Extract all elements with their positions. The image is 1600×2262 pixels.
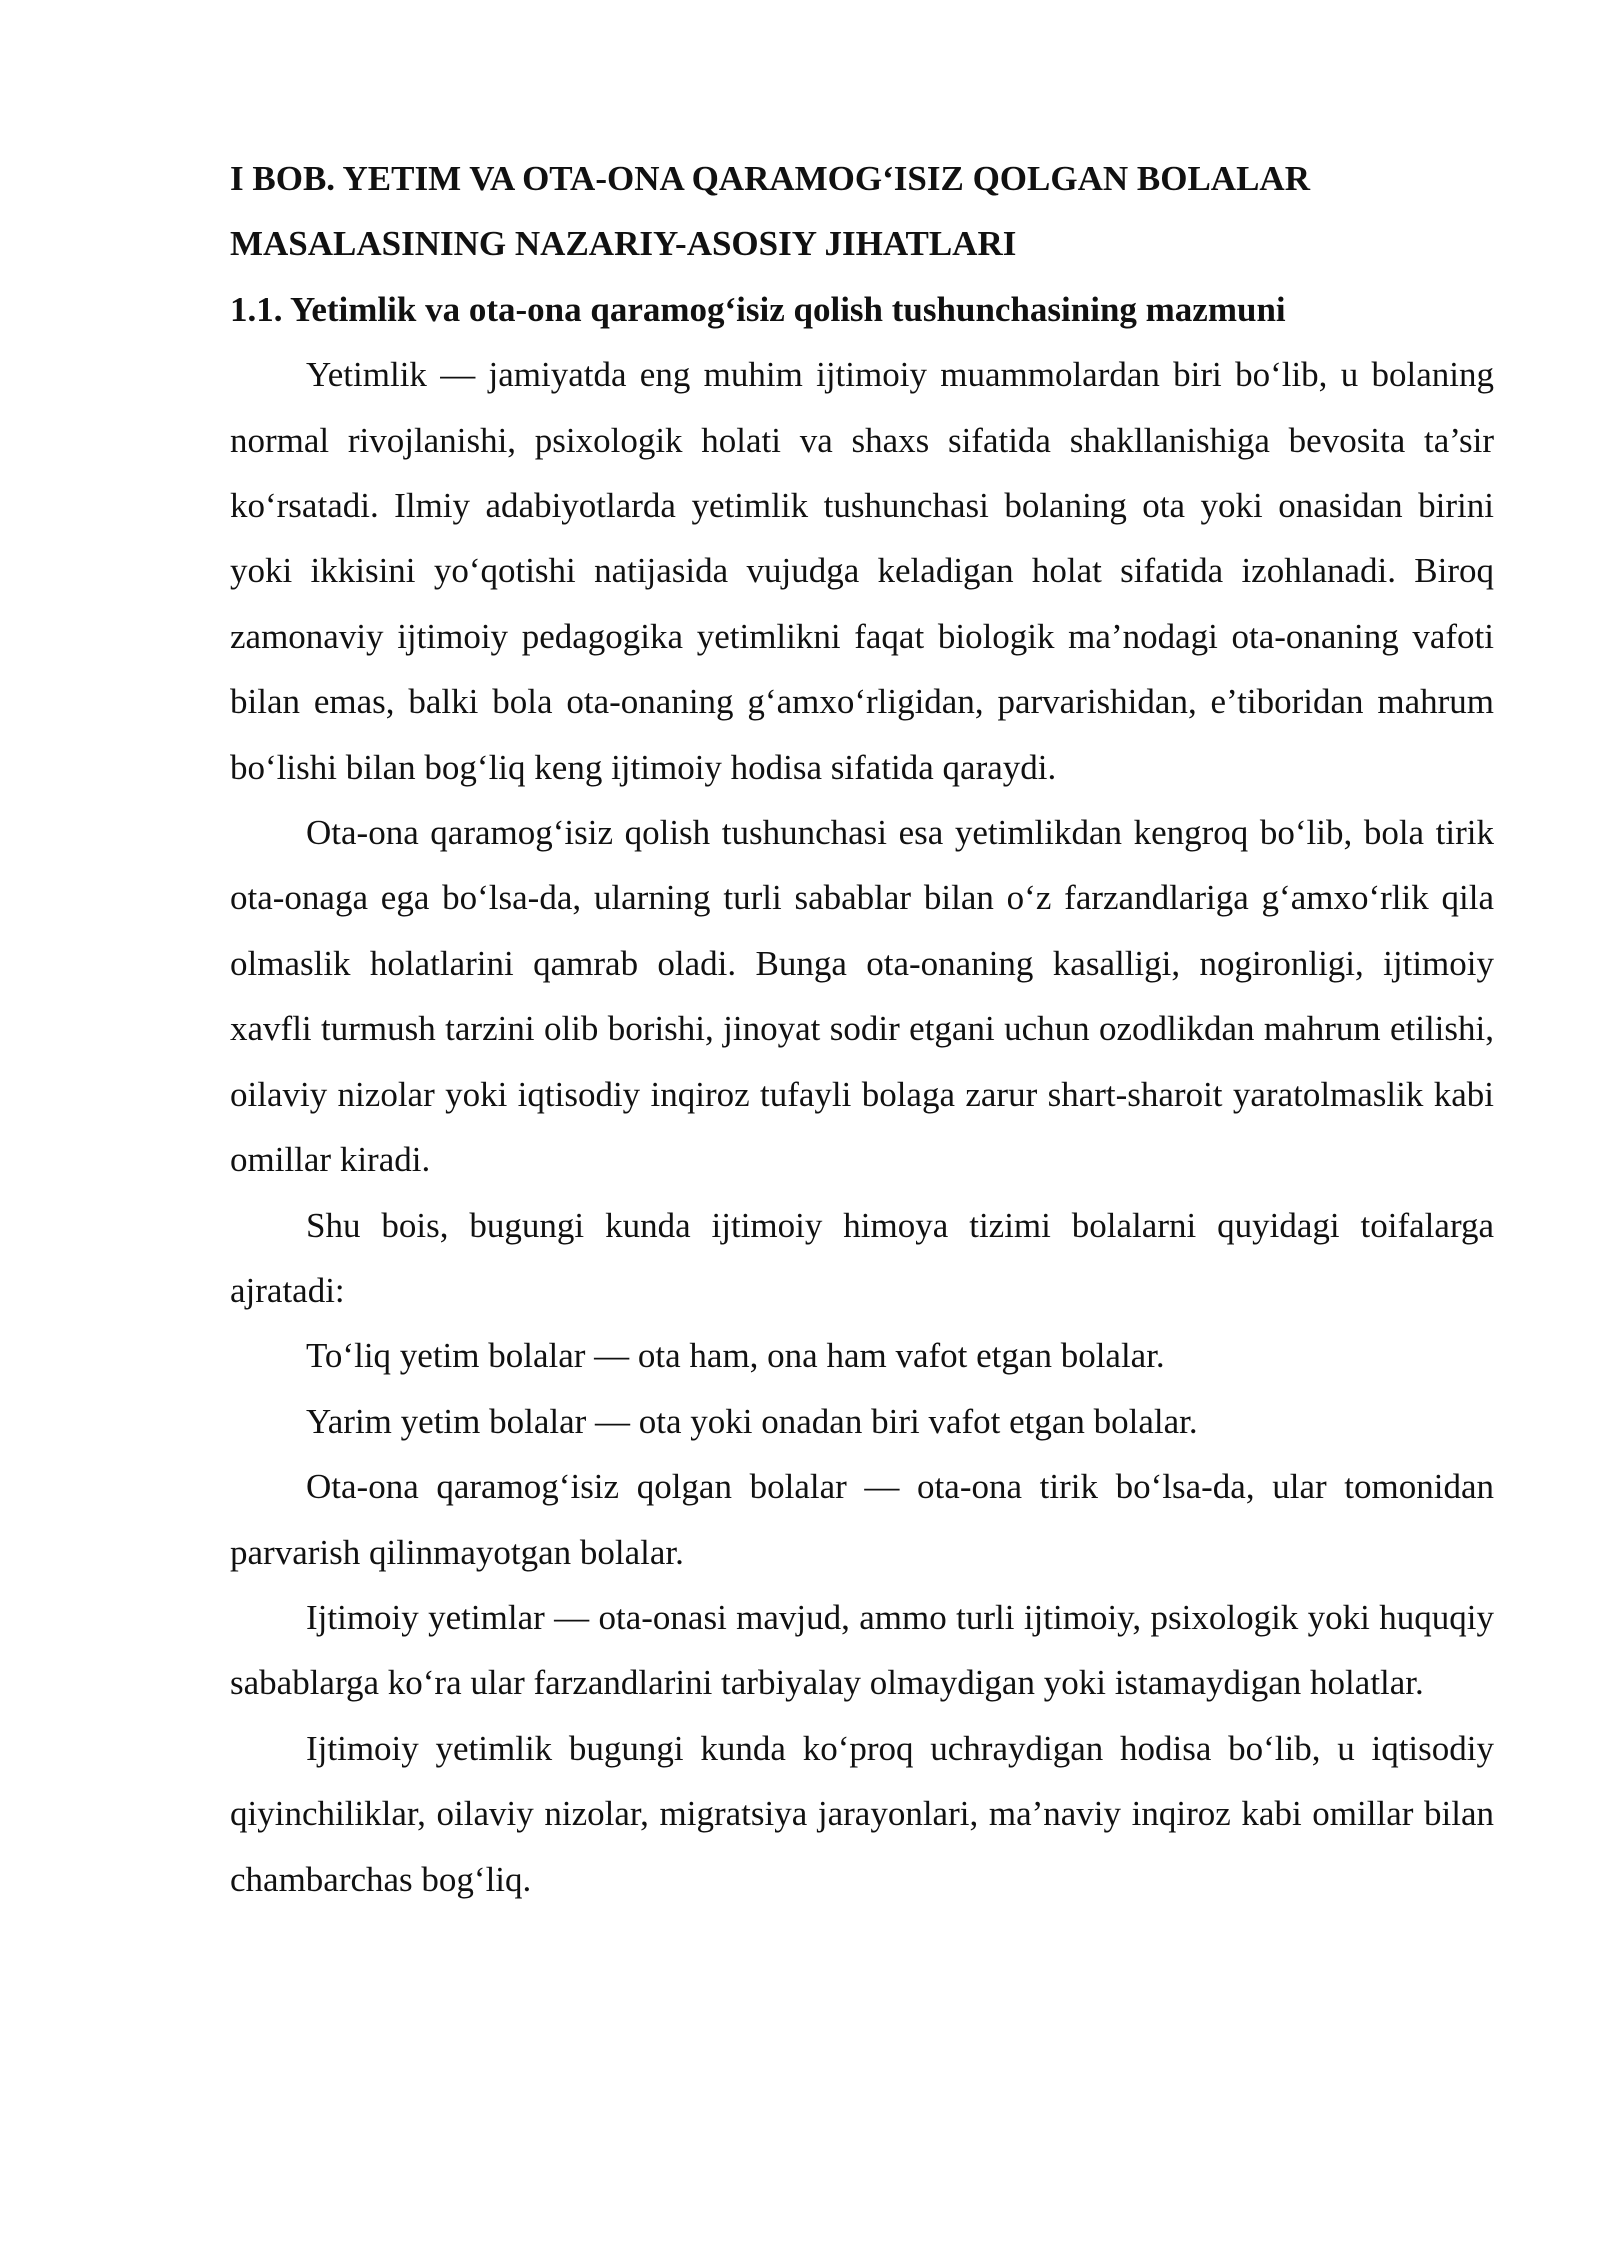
paragraph-orphanhood-definition: Yetimlik — jamiyatda eng muhim ijtimoiy muammolardan biri bo‘lib, u bolaning normal rivojlanishi, psixologik holati va shaxs sifatida shakllanishiga bevosita ta’sir ko‘rsatadi. Ilmiy adabiyotlarda yetimlik tushunchasi bolaning ota yoki onasidan birini yoki ikkisini yo‘qotishi natijasida vujudga keladigan holat sifatida izohlanadi. Biroq zamonaviy ijtimoiy pedagogika yetimlikni faqat biologik ma’nodagi ota-onaning vafoti bilan emas, balki bola ota-onaning g‘amxo‘rligidan, parvarishidan, e’tiboridan mahrum bo‘lishi bilan bog‘liq keng ijtimoiy hodisa sifatida qaraydi.	[230, 355, 1494, 787]
paragraph-social-orphanhood: Ijtimoiy yetimlik bugungi kunda ko‘proq uchraydigan hodisa bo‘lib, u iqtisodiy qiyinchiliklar, oilaviy nizolar, migratsiya jarayonlari, ma’naviy inqiroz kabi omillar bilan chambarchas bog‘liq.	[230, 1728, 1494, 1899]
list-item-social-orphans: Ijtimoiy yetimlar — ota-onasi mavjud, ammo turli ijtimoiy, psixologik yoki huquqiy sabablarga ko‘ra ular farzandlarini tarbiyalay olmaydigan yoki istamaydigan holatlar.	[230, 1597, 1494, 1703]
paragraph-parental-care-loss: Ota-ona qaramog‘isiz qolish tushunchasi esa yetimlikdan kengroq bo‘lib, bola tirik ota-onaga ega bo‘lsa-da, ularning turli sabablar bilan o‘z farzandlariga g‘amxo‘rlik qila olmaslik holatlarini qamrab oladi. Bunga ota-onaning kasalligi, nogironligi, ijtimoiy xavfli turmush tarzini olib borishi, jinoyat sodir etgani uchun ozodlikdan mahrum etilishi, oilaviy nizolar yoki iqtisodiy inqiroz tufayli bolaga zarur shart-sharoit yaratolmaslik kabi omillar kiradi.	[230, 813, 1494, 1180]
list-item-without-parental-care: Ota-ona qaramog‘isiz qolgan bolalar — ota-ona tirik bo‘lsa-da, ular tomonidan parvarish qilinmayotgan bolalar.	[230, 1467, 1494, 1572]
chapter-title-line-2: MASALASINING NAZARIY-ASOSIY JIHATLARI	[230, 224, 1017, 264]
paragraph-categories-intro: Shu bois, bugungi kunda ijtimoiy himoya tizimi bolalarni quyidagi toifalarga ajratadi:	[230, 1205, 1494, 1310]
document-body	[230, 146, 1494, 1912]
chapter-title-line-1: I BOB. YETIM VA OTA-ONA QARAMOG‘ISIZ QOLGAN BOLALAR	[230, 159, 1310, 198]
list-item-full-orphans: To‘liq yetim bolalar — ota ham, ona ham vafot etgan bolalar.	[306, 1336, 1165, 1376]
chapter-title	[230, 146, 1494, 277]
list-item-half-orphans: Yarim yetim bolalar — ota yoki onadan biri vafot etgan bolalar.	[306, 1401, 1198, 1441]
section-title: 1.1. Yetimlik va ota-ona qaramog‘isiz qolish tushunchasining mazmuni	[230, 289, 1286, 329]
